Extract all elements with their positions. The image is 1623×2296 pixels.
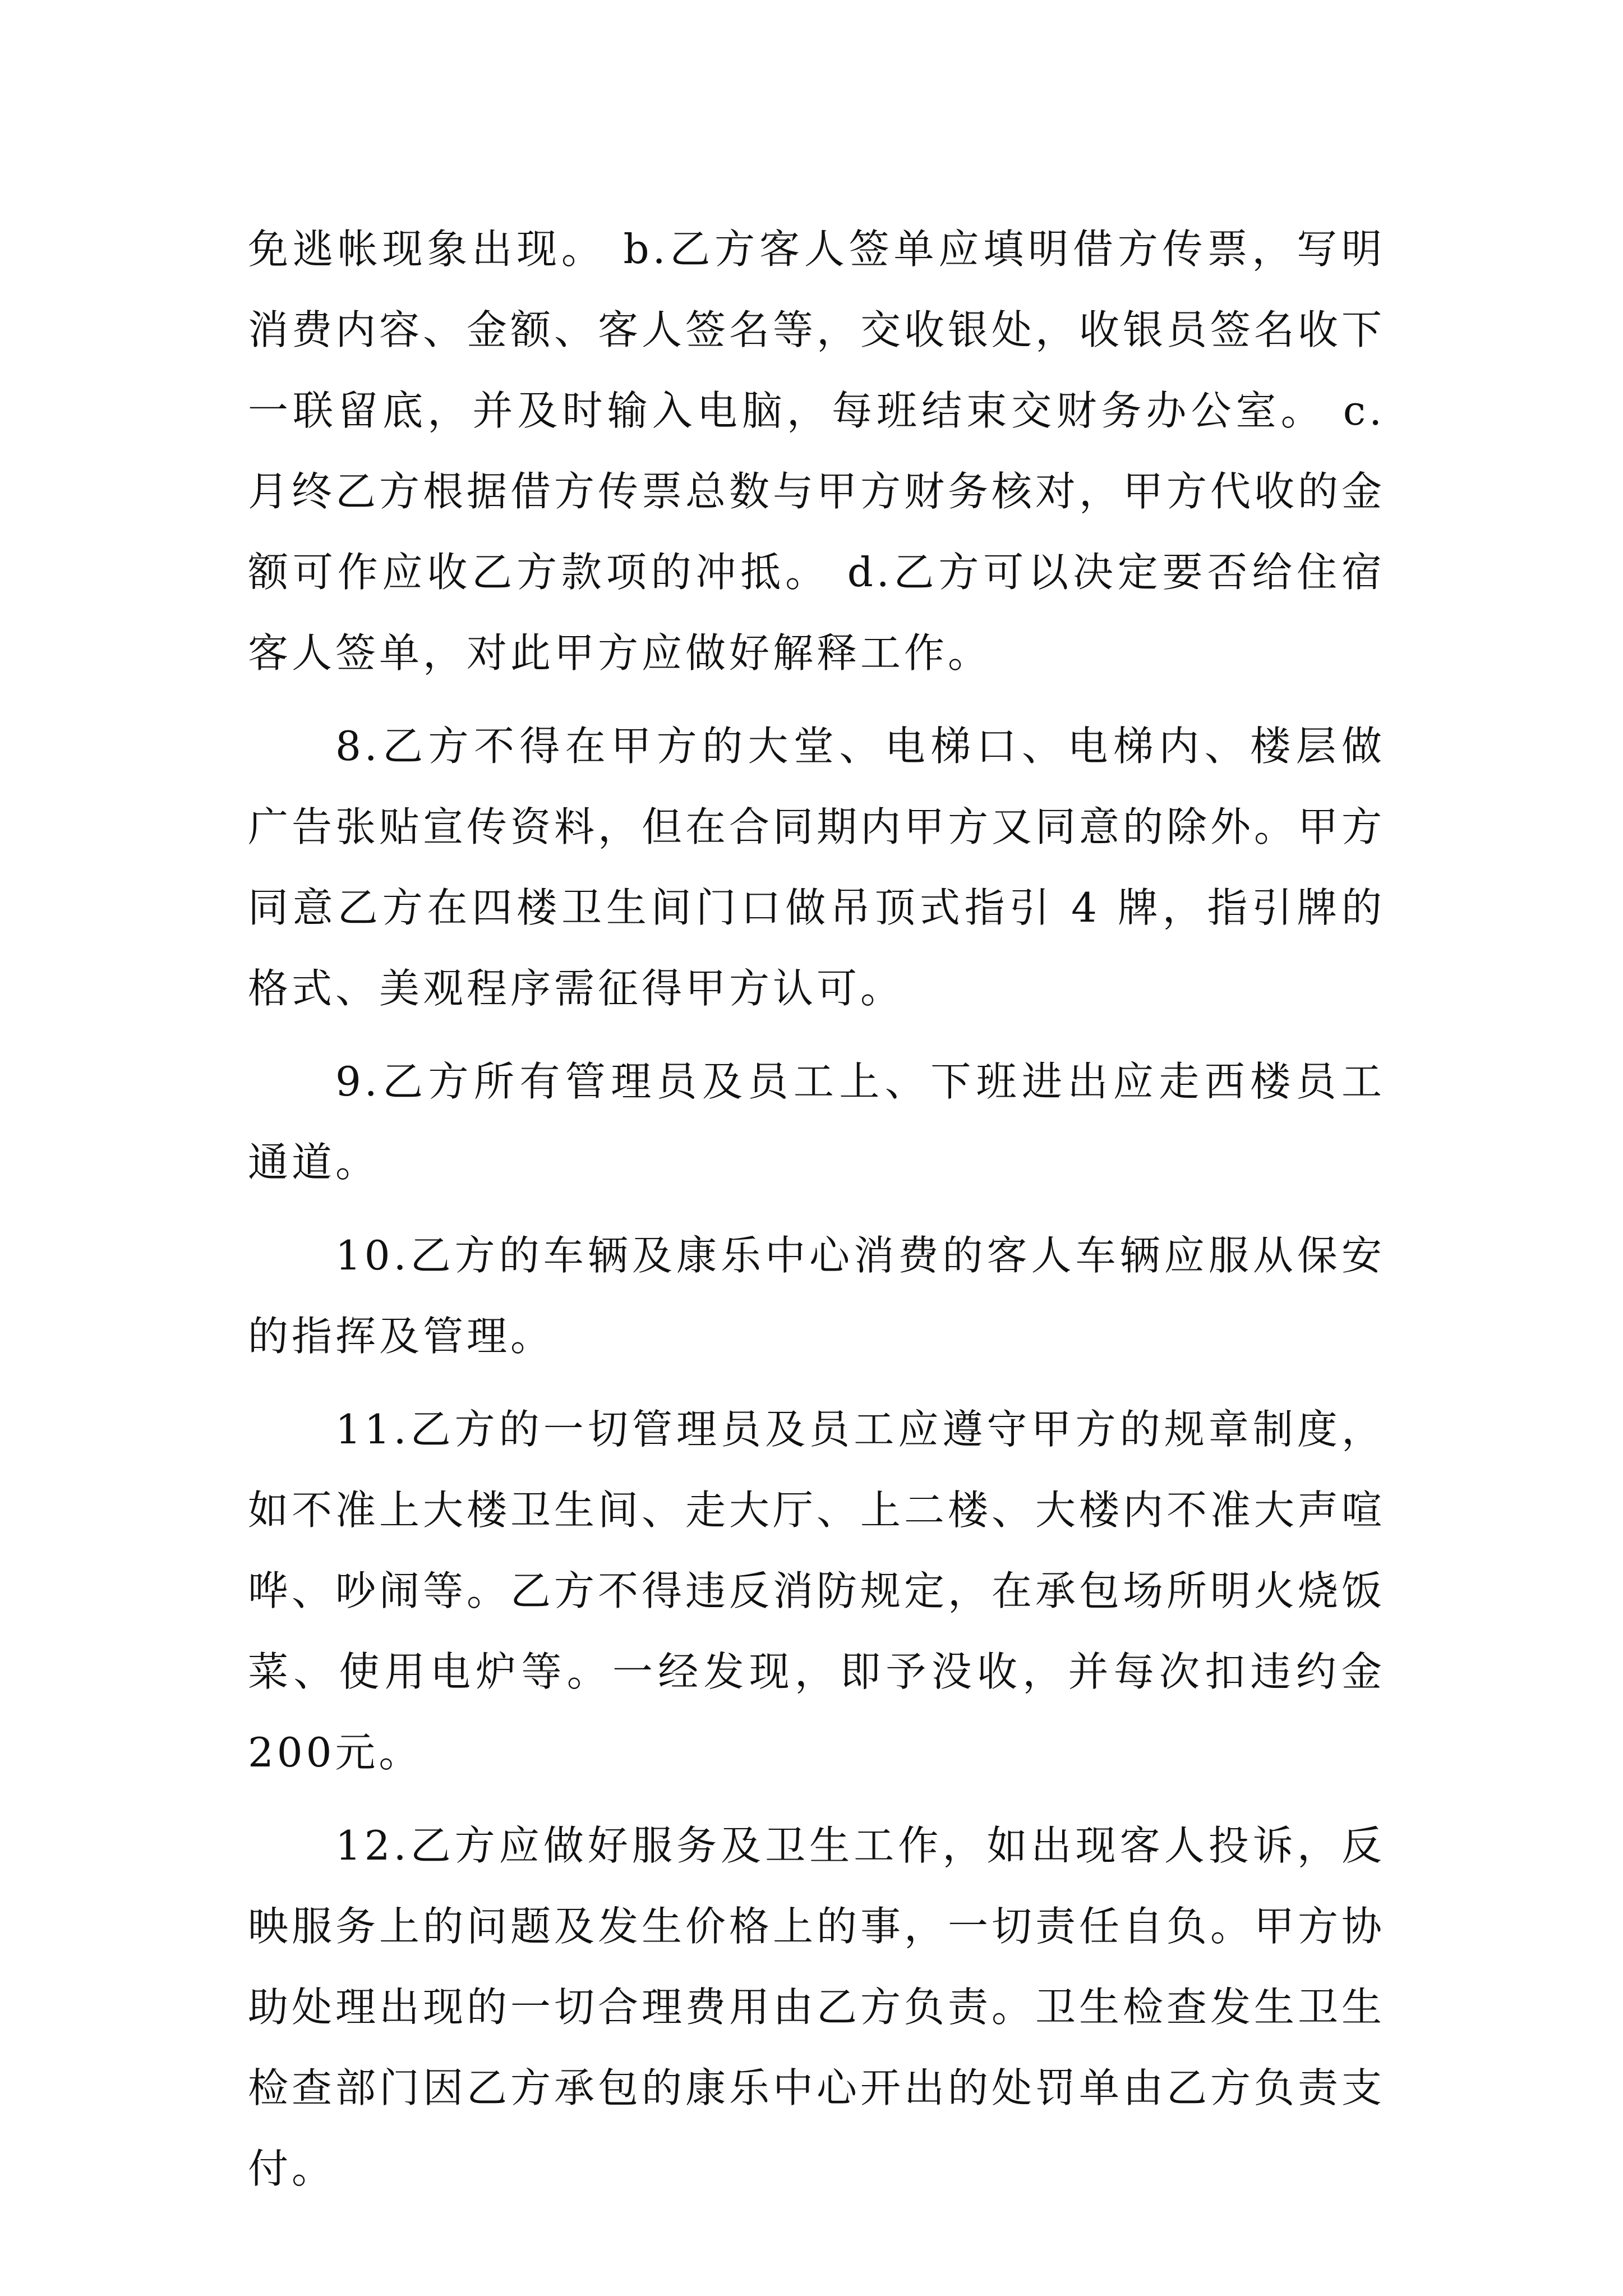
paragraph-continuation: 免逃帐现象出现。 b.乙方客人签单应填明借方传票，写明消费内容、金额、客人签名等，交收银处，收银员签名收下一联留底，并及时输入电脑，每班结束交财务办公室。 c.月终乙方根据借方传票总数与甲方财务核对，甲方代收的金额可作应收乙方款项的冲抵。 d.乙方可以决定要否给住宿客人签单，对此甲方应做好解释工作。 (248, 226, 1386, 677)
paragraph-clause-9: 9.乙方所有管理员及员工上、下班进出应走西楼员工通道。 (248, 1058, 1385, 1186)
paragraph-clause-12: 12.乙方应做好服务及卫生工作，如出现客人投诉，反映服务上的问题及发生价格上的事，一切责任自负。甲方协助处理出现的一切合理费用由乙方负责。卫生检查发生卫生检查部门因乙方承包的康乐中心开出的处罚单由乙方负责支付。 (248, 1822, 1386, 2192)
paragraph-clause-10: 10.乙方的车辆及康乐中心消费的客人车辆应服从保安的指挥及管理。 (248, 1232, 1385, 1360)
paragraph-clause-8: 8.乙方不得在甲方的大堂、电梯口、电梯内、楼层做广告张贴宣传资料，但在合同期内甲方又同意的除外。甲方同意乙方在四楼卫生间门口做吊顶式指引 4 牌，指引牌的格式、美观程序需征得甲方认可。 (248, 723, 1386, 1012)
paragraph-clause-11: 11.乙方的一切管理员及员工应遵守甲方的规章制度，如不准上大楼卫生间、走大厅、上二楼、大楼内不准大声喧哗、吵闹等。乙方不得违反消防规定，在承包场所明火烧饭菜、使用电炉等。一经发现，即予没收，并每次扣违约金 200元。 (248, 1406, 1386, 1776)
document-body (248, 209, 1385, 2221)
